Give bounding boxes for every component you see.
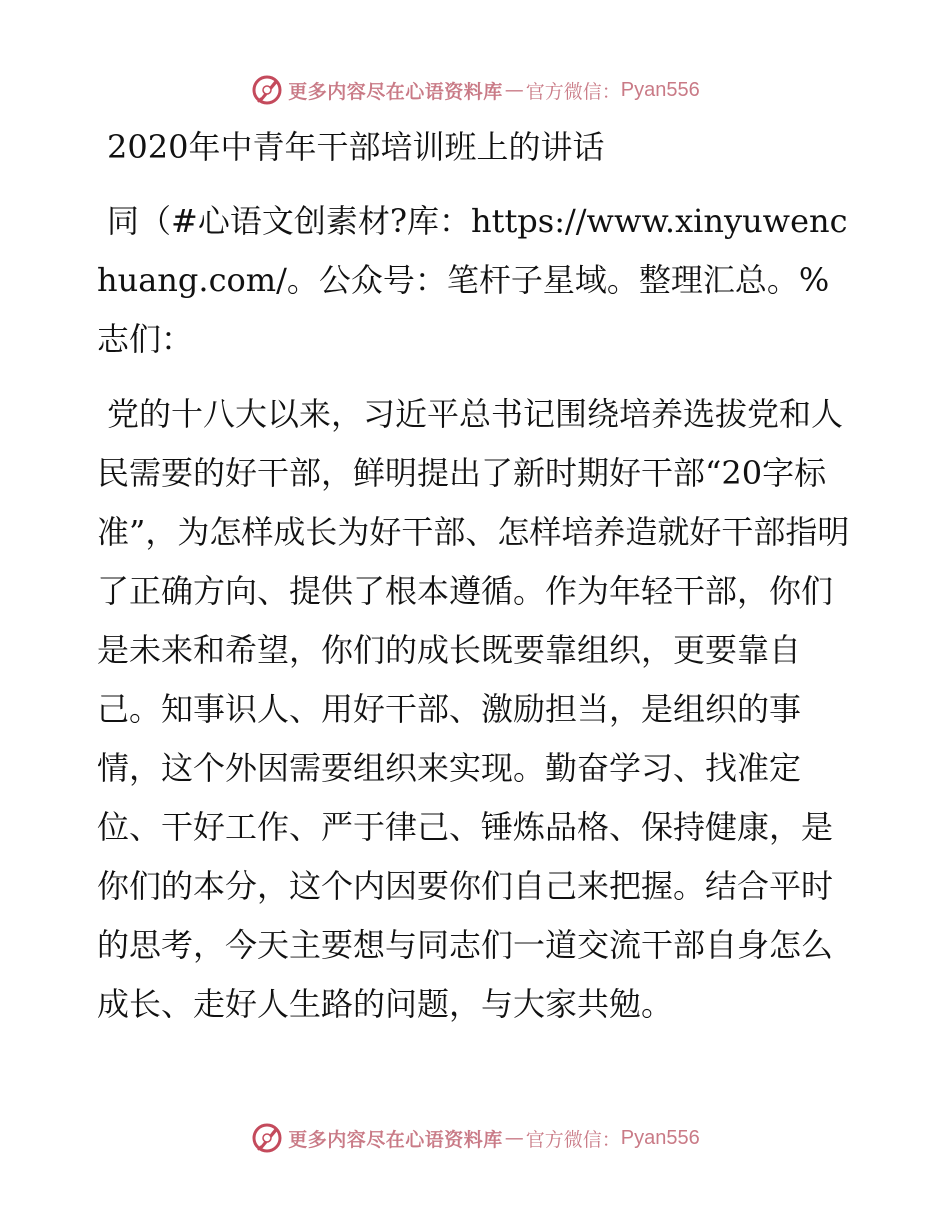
body-paragraph: 党的十八大以来，习近平总书记围绕培养选拔党和人民需要的好干部，鲜明提出了新时期好干部“20字标准”，为怎样成长为好干部、怎样培养造就好干部指明了正确方向、提供了根本遵循。作为年轻干部，你们是未来和希望，你们的成长既要靠组织，更要靠自己。知事识人、用好干部、激励担当，是组织的事情，这个外因需要组织来实现。勤奋学习、找准定位、干好工作、严于律己、锤炼品格、保持健康，是你们的本分，这个内因要你们自己来把握。结合平时的思考，今天主要想与同志们一道交流干部自身怎么成长、走好人生路的问题，与大家共勉。: [97, 395, 850, 1023]
quill-logo-icon: [250, 1121, 284, 1155]
quill-logo-icon: [250, 73, 284, 107]
banner-slogan: 更多内容尽在心语资料库: [288, 1128, 503, 1151]
banner-account-id: Pyan556: [620, 78, 700, 101]
footer-banner: [0, 1118, 950, 1158]
document-title: 2020年中青年干部培训班上的讲话: [107, 128, 605, 166]
header-banner: [0, 70, 950, 110]
banner-separator: —: [504, 1127, 524, 1149]
banner-separator: —: [504, 79, 524, 101]
salutation-paragraph: 同（#心语文创素材?库：https://www.xinyuwenchuang.com/。公众号：笔杆子星域。整理汇总。%志们：: [97, 202, 848, 358]
banner-account-label: 官方微信：: [525, 80, 621, 103]
document-body: [97, 122, 857, 1034]
banner-slogan: 更多内容尽在心语资料库: [288, 80, 503, 103]
banner-account-id: Pyan556: [620, 1126, 700, 1149]
banner-account-label: 官方微信：: [525, 1128, 621, 1151]
